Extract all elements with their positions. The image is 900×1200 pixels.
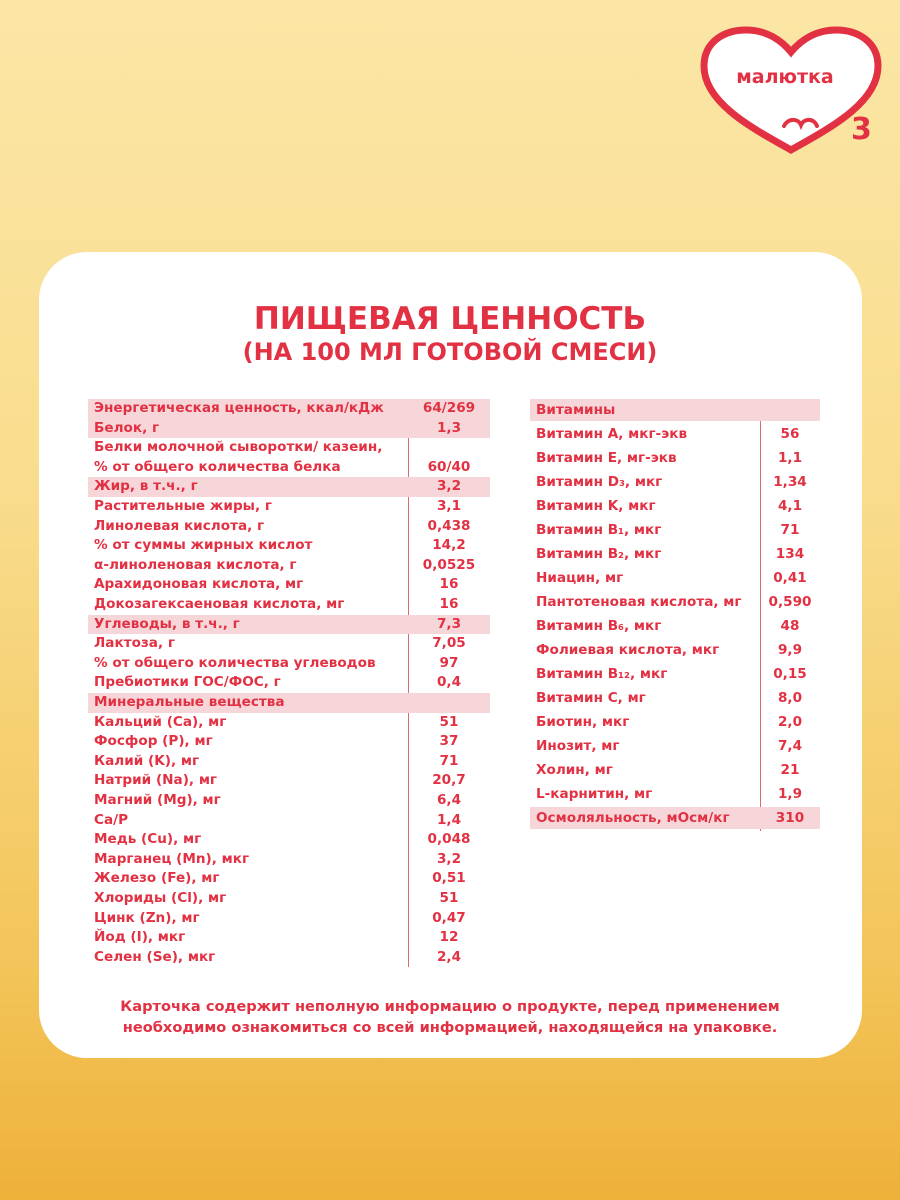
- row-value: 0,15: [773, 666, 807, 682]
- row-label: Медь (Cu), мг: [94, 831, 202, 848]
- brand-logo-text: малютка: [736, 66, 834, 88]
- row-value: 7,4: [777, 738, 803, 754]
- row-value: 3,2: [436, 850, 462, 867]
- disclaimer-note: [60, 996, 840, 1038]
- row-label: Пантотеновая кислота, мг: [536, 594, 742, 610]
- table-row: [88, 595, 490, 615]
- row-label: Минеральные вещества: [94, 694, 285, 710]
- disclaimer-line-2: необходимо ознакомиться со всей информацией, находящейся на упаковке.: [122, 1019, 778, 1036]
- table-row: [88, 477, 490, 497]
- row-label: Инозит, мг: [536, 738, 620, 754]
- table-row: [88, 948, 490, 968]
- row-value: 0,0525: [422, 556, 476, 573]
- row-value: 0,590: [768, 594, 812, 610]
- table-row: [530, 639, 820, 661]
- table-row: [88, 497, 490, 517]
- row-label: % от суммы жирных кислот: [94, 537, 313, 554]
- table-row: [88, 869, 490, 889]
- row-label: Фолиевая кислота, мкг: [536, 642, 720, 658]
- row-label: Витамин Е, мг-экв: [536, 450, 677, 466]
- table-row: [530, 519, 820, 541]
- table-row: [88, 732, 490, 752]
- table-row: [88, 673, 490, 693]
- row-value: 20,7: [432, 772, 466, 789]
- row-label: Марганец (Mn), мкг: [94, 850, 250, 867]
- row-label: Линолевая кислота, г: [94, 517, 265, 534]
- table-row: [88, 850, 490, 870]
- row-value: 14,2: [432, 537, 466, 554]
- table-row: [530, 615, 820, 637]
- table-row: [88, 693, 490, 713]
- row-value: 310: [775, 810, 805, 826]
- row-label: Ниацин, мг: [536, 570, 624, 586]
- table-row: [88, 399, 490, 419]
- row-label: % от общего количества углеводов: [94, 654, 376, 671]
- table-row: [88, 713, 490, 733]
- table-row: [88, 615, 490, 635]
- row-label: Докозагексаеновая кислота, мг: [94, 596, 345, 612]
- table-row: [530, 399, 820, 421]
- row-label: Цинк (Zn), мг: [94, 909, 200, 926]
- table-row: [88, 811, 490, 831]
- table-row: [530, 495, 820, 517]
- row-value: 21: [780, 762, 800, 778]
- table-row: [88, 458, 490, 478]
- table-row: [530, 591, 820, 613]
- table-row: [88, 438, 490, 458]
- row-value: 97: [439, 654, 459, 671]
- table-row: [88, 928, 490, 948]
- row-value: 0,47: [432, 909, 466, 926]
- table-row: [530, 783, 820, 805]
- row-label: Холин, мг: [536, 762, 613, 778]
- row-value: 48: [780, 618, 800, 634]
- row-value: 8,0: [777, 690, 803, 706]
- row-value: 0,048: [427, 831, 471, 848]
- row-value: 134: [775, 546, 805, 562]
- table-row: [530, 807, 820, 829]
- row-value: 0,4: [436, 674, 462, 691]
- row-value: 1,4: [436, 811, 462, 828]
- table-row: [88, 654, 490, 674]
- table-row: [530, 423, 820, 445]
- row-label: Натрий (Na), мг: [94, 772, 218, 789]
- row-value: 1,3: [436, 419, 462, 436]
- row-label: Белок, г: [94, 419, 160, 436]
- row-value: 64/269: [422, 400, 476, 416]
- table-row: [530, 759, 820, 781]
- row-label: Фосфор (P), мг: [94, 733, 213, 750]
- row-label: Йод (I), мкг: [94, 929, 186, 946]
- row-label: Витамин K, мкг: [536, 498, 656, 514]
- table-row: [88, 771, 490, 791]
- row-label: Витамины: [536, 402, 616, 418]
- row-label: Магний (Mg), мг: [94, 792, 221, 808]
- row-value: 2,4: [436, 948, 462, 965]
- row-value: 71: [780, 522, 800, 538]
- row-value: 3,1: [436, 498, 462, 514]
- row-value: 0,438: [427, 517, 471, 534]
- table-row: [88, 536, 490, 556]
- table-row: [88, 556, 490, 576]
- row-label: Лактоза, г: [94, 635, 175, 652]
- table-row: [530, 735, 820, 757]
- table-row: [530, 471, 820, 493]
- table-row: [530, 711, 820, 733]
- table-row: [88, 909, 490, 929]
- row-value: 3,2: [436, 478, 462, 495]
- row-value: 0,41: [773, 570, 807, 586]
- row-label: Ca/P: [94, 811, 129, 828]
- table-row: [88, 634, 490, 654]
- table-row: [530, 663, 820, 685]
- row-value: 12: [439, 929, 459, 946]
- row-label: Витамин С, мг: [536, 690, 646, 706]
- row-label: Осмоляльность, мОсм/кг: [536, 810, 730, 826]
- table-row: [530, 687, 820, 709]
- row-value: 1,1: [777, 450, 803, 466]
- row-label: Кальций (Ca), мг: [94, 713, 227, 730]
- row-value: 51: [439, 890, 459, 906]
- stage-number: 3: [851, 112, 872, 147]
- row-label: Пребиотики ГОС/ФОС, г: [94, 674, 281, 691]
- row-value: 71: [439, 752, 459, 769]
- row-value: 56: [780, 426, 800, 442]
- row-label: L-карнитин, мг: [536, 786, 653, 802]
- row-label: Биотин, мкг: [536, 714, 630, 730]
- row-value: 1,9: [777, 786, 803, 802]
- row-label: Арахидоновая кислота, мг: [94, 576, 304, 593]
- row-value: 4,1: [777, 498, 803, 514]
- nutrition-table-left: [88, 399, 490, 969]
- row-value: 7,05: [432, 635, 466, 652]
- row-label: % от общего количества белка: [94, 458, 341, 475]
- row-label: Энергетическая ценность, ккал/кДж: [94, 400, 384, 416]
- row-value: 37: [439, 733, 459, 750]
- row-label: Растительные жиры, г: [94, 498, 272, 514]
- row-label: Витамин D₃, мкг: [536, 474, 663, 490]
- row-value: 2,0: [777, 714, 803, 730]
- row-value: 51: [439, 713, 459, 730]
- row-value: 16: [439, 576, 459, 593]
- table-row: [88, 517, 490, 537]
- row-label: α-линоленовая кислота, г: [94, 556, 297, 573]
- row-value: 0,51: [432, 870, 466, 887]
- row-value: 7,3: [436, 615, 462, 632]
- vitamins-table-right: [530, 399, 820, 839]
- row-label: Витамин B₂, мкг: [536, 546, 662, 562]
- disclaimer-line-1: Карточка содержит неполную информацию о продукте, перед применением: [120, 998, 780, 1015]
- row-label: Железо (Fe), мг: [94, 870, 220, 887]
- table-row: [88, 791, 490, 811]
- row-label: Витамин B₁₂, мкг: [536, 666, 668, 682]
- row-label: Калий (K), мг: [94, 752, 200, 769]
- row-value: 6,4: [436, 792, 462, 808]
- table-row: [88, 752, 490, 772]
- page-title: ПИЩЕВАЯ ЦЕННОСТЬ: [253, 301, 647, 337]
- row-label: Витамин А, мкг-экв: [536, 426, 688, 442]
- row-value: 1,34: [773, 474, 807, 490]
- row-label: Селен (Se), мкг: [94, 948, 216, 965]
- row-label: Жир, в т.ч., г: [94, 478, 198, 495]
- row-label: Белки молочной сыворотки/ казеин,: [94, 439, 383, 456]
- row-value: 60/40: [427, 458, 471, 475]
- table-row: [88, 575, 490, 595]
- table-row: [88, 889, 490, 909]
- row-label: Витамин B₆, мкг: [536, 618, 662, 634]
- table-row: [88, 419, 490, 439]
- row-label: Витамин B₁, мкг: [536, 522, 662, 538]
- row-value: 16: [439, 596, 459, 612]
- table-row: [530, 447, 820, 469]
- row-value: 9,9: [777, 642, 803, 658]
- row-label: Хлориды (Cl), мг: [94, 890, 227, 906]
- page-subtitle: (НА 100 МЛ ГОТОВОЙ СМЕСИ): [242, 338, 658, 366]
- table-row: [530, 543, 820, 565]
- row-label: Углеводы, в т.ч., г: [94, 615, 240, 632]
- table-row: [88, 830, 490, 850]
- table-row: [530, 567, 820, 589]
